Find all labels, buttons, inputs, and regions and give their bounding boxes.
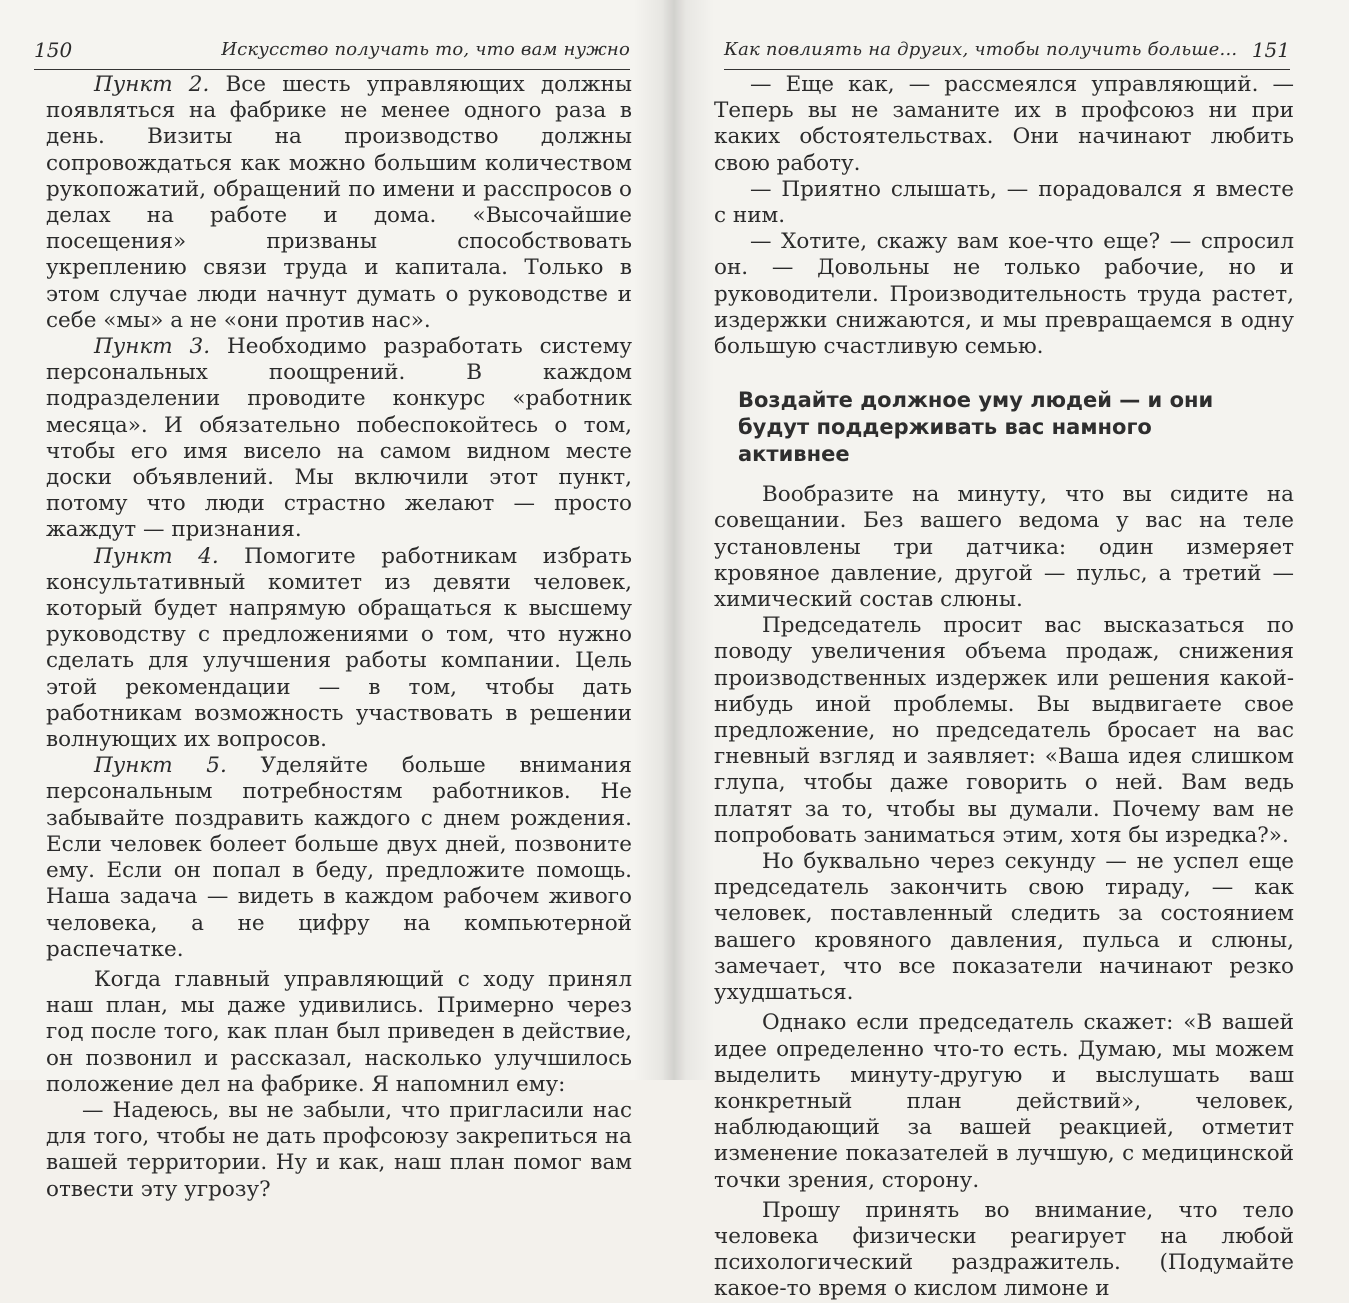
page-number: 151	[1251, 38, 1290, 62]
paragraph: Вообразите на минуту, что вы сидите на совещании. Без вашего ведома у вас на теле установлены три датчика: один измеряет кровяное давление, другой — пульс, а третий — химический состав слюны.	[714, 482, 1294, 613]
paragraph: Председатель просит вас высказаться по поводу увеличения объема продаж, снижения производственных издержек или решения какой-нибудь иной проблемы. Вы выдвигаете свое предложение, но председатель бросает на вас гневный взгляд и заявляет: «Ваша идея слишком глупа, чтобы даже говорить о ней. Вам ведь платят за то, чтобы вы думали. Почему вам не попробовать заниматься этим, хотя бы изредка?».	[714, 613, 1294, 848]
paragraph-text: Помогите работникам избрать консультативный комитет из девяти человек, который будет напрямую обращаться к высшему руководству с предложениями о том, что нужно сделать для улучшения работы компании. Цель этой рекомендации — в том, чтобы дать работникам возможность участвовать в решении волнующих их вопросов.	[46, 543, 632, 753]
left-page-header	[34, 38, 630, 62]
paragraph	[46, 753, 632, 963]
paragraph-text: — Надеюсь, вы не забыли, что пригласили нас для того, чтобы не дать профсоюзу закрепиться на вашей территории. Ну и как, наш план помог вам отвести эту угрозу?	[46, 1097, 632, 1202]
left-page-body	[46, 72, 632, 1203]
dialogue-line: — Приятно слышать, — порадовался я вместе с ним.	[714, 176, 1294, 229]
section-heading: Воздайте должное уму людей — и они будут поддерживать вас намного активнее	[738, 388, 1214, 467]
paragraph-text: Уделяйте больше внимания персональным потребностям работников. Не забывайте поздравить каждого с днем рождения. Если человек болеет больше двух дней, позвоните ему. Если он попал в беду, предложите помощь. Наша задача — видеть в каждом рабочем живого человека, а не цифру на компьютерной распечатке.	[46, 753, 632, 962]
header-rule	[724, 69, 1290, 70]
item-label: Пункт 5.	[94, 753, 227, 779]
dialogue-line	[46, 1098, 632, 1203]
paragraph	[46, 334, 632, 544]
header-rule	[34, 69, 630, 70]
running-head: Искусство получать то, что вам нужно	[221, 39, 630, 60]
item-label: Пункт 3.	[94, 334, 211, 360]
paragraph: Но буквально через секунду — не успел еще председатель закончить свою тираду, — как человек, поставленный следить за состоянием вашего кровяного давления, пульса и слюны, замечает, что все показатели начинают резко ухудшаться.	[714, 849, 1294, 1006]
paragraph-text: Все шесть управляющих должны появляться на фабрике не менее одного раза в день. Визиты на производство должны сопровождаться как можно большим количеством рукопожатий, обращений по имени и расспросов о делах на работе и дома. «Высочайшие посещения» призваны способствовать укреплению связи труда и капитала. Только в этом случае люди начнут думать о руководстве и себе «мы» а не «они против нас».	[46, 72, 632, 333]
right-page	[664, 0, 1349, 1302]
right-page-body	[714, 72, 1294, 1303]
paragraph-text: Необходимо разработать систему персональных поощрений. В каждом подразделении проводите конкурс «работник месяца». И обязательно побеспокойтесь о том, чтобы его имя висело на самом видном месте доски объявлений. Мы включили этот пункт, потому что люди страстно желают — просто жаждут — признания.	[46, 334, 632, 543]
paragraph: Прошу принять во внимание, что тело человека физически реагирует на любой психологический раздражитель. (Подумайте какое-то время о кислом лимоне и	[714, 1197, 1294, 1302]
dialogue-line: — Хотите, скажу вам кое-что еще? — спросил он. — Довольны не только рабочие, но и руководители. Производительность труда растет, издержки снижаются, и мы превращаемся в одну большую счастливую семью.	[714, 229, 1294, 360]
right-page-header	[724, 38, 1290, 62]
item-label: Пункт 2.	[94, 72, 210, 97]
item-label: Пункт 4.	[94, 543, 219, 569]
paragraph: Однако если председатель скажет: «В вашей идее определенно что-то есть. Думаю, мы можем выделить минуту-другую и выслушать ваш конкретный план действий», человек, наблюдающий за вашей реакцией, отметит изменение показателей в лучшую, с медицинской точки зрения, сторону.	[714, 1010, 1294, 1193]
paragraph-text: Когда главный управляющий с ходу принял наш план, мы даже удивились. Примерно через год после того, как план был приведен в действие, он позвонил и рассказал, насколько улучшилось положение дел на фабрике. Я напомнил ему:	[46, 966, 632, 1097]
paragraph	[46, 967, 632, 1098]
running-head: Как повлиять на других, чтобы получить больше...	[724, 39, 1238, 60]
paragraph	[46, 72, 632, 334]
paragraph	[46, 544, 632, 754]
page-number: 150	[34, 38, 73, 62]
dialogue-line: — Еще как, — рассмеялся управляющий. — Теперь вы не заманите их в профсоюз ни при каких обстоятельствах. Они начинают любить свою работу.	[714, 72, 1294, 176]
left-page	[0, 0, 664, 1202]
